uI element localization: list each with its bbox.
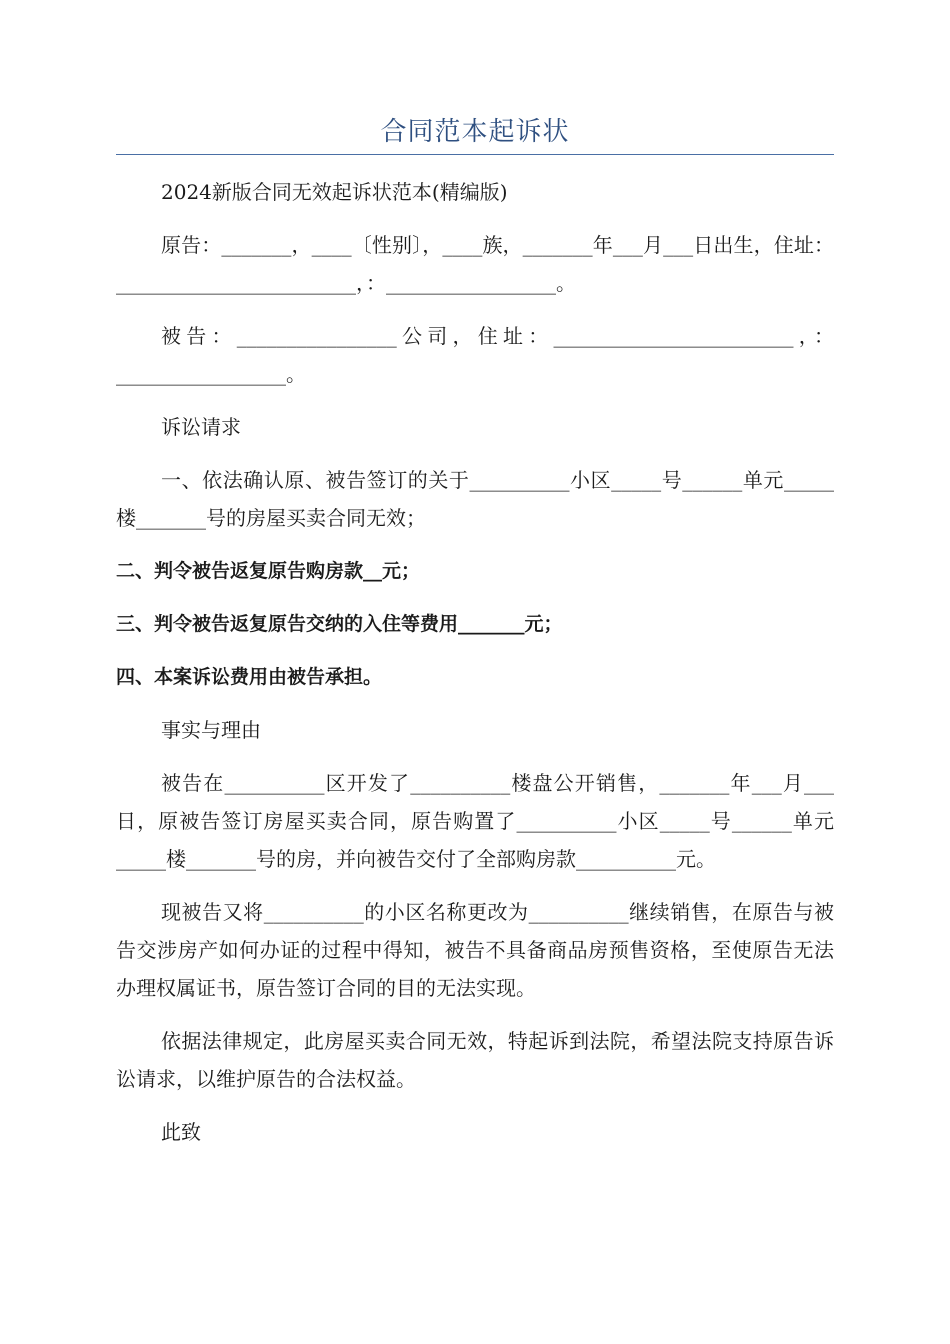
title-underline <box>116 154 834 155</box>
plaintiff-paragraph: 原告：_______，____〔性别〕，____族，_______年___月___日出生，住址：________________________，：_________________。 <box>116 233 834 295</box>
claim-1: 一、依法确认原、被告签订的关于__________小区_____号______单元_____楼_______号的房屋买卖合同无效； <box>116 468 834 530</box>
claim-3: 三、判令被告返复原告交纳的入住等费用_______元； <box>116 613 563 635</box>
facts-paragraph-1: 被告在__________区开发了__________楼盘公开销售，_______年___月___日，原被告签订房屋买卖合同，原告购置了__________小区_____号______单元_____楼_______号的房，并向被告交付了全部购房款__________元。 <box>116 771 834 871</box>
document-body <box>116 173 834 1166</box>
facts-paragraph-2: 现被告又将__________的小区名称更改为__________继续销售，在原告与被告交涉房产如何办证的过程中得知，被告不具备商品房预售资格，至使原告无法办理权属证书，原告签订合同的目的无法实现。 <box>116 900 834 1000</box>
facts-paragraph-3: 依据法律规定，此房屋买卖合同无效，特起诉到法院，希望法院支持原告诉讼请求，以维护原告的合法权益。 <box>116 1029 834 1091</box>
page-title: 合同范本起诉状 <box>380 117 570 147</box>
claim-2: 二、判令被告返复原告购房款__元； <box>116 560 421 582</box>
claims-heading: 诉讼请求 <box>161 415 241 439</box>
defendant-paragraph: 被告：________________公司，住址：________________________，：_________________。 <box>116 324 834 386</box>
subtitle-paragraph: 2024新版合同无效起诉状范本(精编版) <box>161 180 508 204</box>
closing-salutation: 此致 <box>161 1120 201 1144</box>
facts-heading: 事实与理由 <box>161 718 261 742</box>
claim-4: 四、本案诉讼费用由被告承担。 <box>116 666 383 688</box>
